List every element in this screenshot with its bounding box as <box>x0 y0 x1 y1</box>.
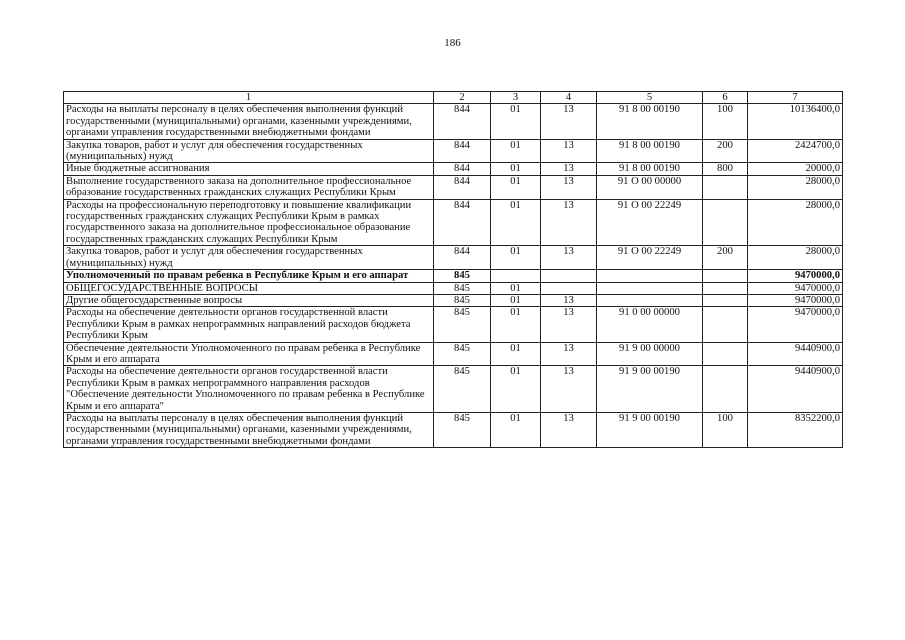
row-name-cell: ОБЩЕГОСУДАРСТВЕННЫЕ ВОПРОСЫ <box>64 282 434 294</box>
row-grbs-cell: 845 <box>434 270 491 282</box>
row-grbs-cell: 844 <box>434 175 491 199</box>
table-body <box>64 104 843 448</box>
row-sum-cell: 9470000,0 <box>748 270 843 282</box>
row-name-cell: Закупка товаров, работ и услуг для обеспечения государственных (муниципальных) нужд <box>64 246 434 270</box>
row-section-cell: 01 <box>491 307 541 342</box>
row-target-article-cell: 91 9 00 00190 <box>597 366 703 413</box>
row-grbs-cell: 845 <box>434 307 491 342</box>
row-sum-cell: 28000,0 <box>748 175 843 199</box>
row-target-article-cell: 91 О 00 00000 <box>597 175 703 199</box>
table-row <box>64 104 843 139</box>
row-section-cell: 01 <box>491 199 541 246</box>
header-col-1: 1 <box>64 92 434 104</box>
table-row <box>64 163 843 175</box>
row-section-cell: 01 <box>491 342 541 366</box>
row-expense-type-cell <box>703 307 748 342</box>
row-grbs-cell: 845 <box>434 366 491 413</box>
row-target-article-cell: 91 0 00 00000 <box>597 307 703 342</box>
row-sum-cell: 9470000,0 <box>748 307 843 342</box>
row-grbs-cell: 844 <box>434 199 491 246</box>
row-sum-cell: 20000,0 <box>748 163 843 175</box>
row-expense-type-cell <box>703 270 748 282</box>
table-row <box>64 139 843 163</box>
row-target-article-cell <box>597 294 703 306</box>
table-row <box>64 412 843 447</box>
row-grbs-cell: 845 <box>434 342 491 366</box>
row-target-article-cell: 91 О 00 22249 <box>597 199 703 246</box>
row-sum-cell: 8352200,0 <box>748 412 843 447</box>
row-subsection-cell: 13 <box>541 342 597 366</box>
row-section-cell: 01 <box>491 104 541 139</box>
header-col-3: 3 <box>491 92 541 104</box>
row-subsection-cell: 13 <box>541 199 597 246</box>
row-target-article-cell: 91 8 00 00190 <box>597 104 703 139</box>
page-number: 186 <box>444 37 461 49</box>
row-sum-cell: 2424700,0 <box>748 139 843 163</box>
row-target-article-cell: 91 8 00 00190 <box>597 163 703 175</box>
row-grbs-cell: 845 <box>434 282 491 294</box>
row-subsection-cell: 13 <box>541 246 597 270</box>
row-sum-cell: 9470000,0 <box>748 282 843 294</box>
row-target-article-cell: 91 О 00 22249 <box>597 246 703 270</box>
row-section-cell <box>491 270 541 282</box>
table-row <box>64 246 843 270</box>
row-subsection-cell: 13 <box>541 163 597 175</box>
row-target-article-cell <box>597 270 703 282</box>
header-col-4: 4 <box>541 92 597 104</box>
row-expense-type-cell: 100 <box>703 104 748 139</box>
row-section-cell: 01 <box>491 246 541 270</box>
table-row <box>64 199 843 246</box>
row-section-cell: 01 <box>491 412 541 447</box>
table-row <box>64 175 843 199</box>
table-row <box>64 366 843 413</box>
row-section-cell: 01 <box>491 175 541 199</box>
table-row <box>64 294 843 306</box>
row-name-cell: Иные бюджетные ассигнования <box>64 163 434 175</box>
row-name-cell: Закупка товаров, работ и услуг для обеспечения государственных (муниципальных) нужд <box>64 139 434 163</box>
row-section-cell: 01 <box>491 366 541 413</box>
row-expense-type-cell: 200 <box>703 246 748 270</box>
row-sum-cell: 9470000,0 <box>748 294 843 306</box>
row-name-cell: Обеспечение деятельности Уполномоченного по правам ребенка в Республике Крым и его аппарата <box>64 342 434 366</box>
row-subsection-cell: 13 <box>541 104 597 139</box>
table-row <box>64 342 843 366</box>
row-name-cell: Расходы на обеспечение деятельности органов государственной власти Республики Крым в рамках непрограммного направления расходов "Обеспечение деятельности Уполномоченного по правам ребенка в Республике Крым и его аппарата" <box>64 366 434 413</box>
row-target-article-cell: 91 9 00 00000 <box>597 342 703 366</box>
row-subsection-cell: 13 <box>541 139 597 163</box>
row-sum-cell: 28000,0 <box>748 246 843 270</box>
header-col-7: 7 <box>748 92 843 104</box>
table-header-row <box>64 92 843 104</box>
row-subsection-cell: 13 <box>541 412 597 447</box>
row-subsection-cell: 13 <box>541 307 597 342</box>
row-expense-type-cell <box>703 199 748 246</box>
row-grbs-cell: 844 <box>434 104 491 139</box>
row-sum-cell: 9440900,0 <box>748 342 843 366</box>
row-name-cell: Выполнение государственного заказа на дополнительное профессиональное образование государственных гражданских служащих Республики Крым <box>64 175 434 199</box>
row-expense-type-cell: 100 <box>703 412 748 447</box>
row-name-cell: Расходы на выплаты персоналу в целях обеспечения выполнения функций государственными (муниципальными) органами, казенными учреждениями, органами управления государственными внебюджетными фондами <box>64 412 434 447</box>
row-expense-type-cell: 200 <box>703 139 748 163</box>
row-subsection-cell: 13 <box>541 175 597 199</box>
row-grbs-cell: 845 <box>434 412 491 447</box>
row-target-article-cell: 91 9 00 00190 <box>597 412 703 447</box>
row-subsection-cell: 13 <box>541 294 597 306</box>
row-name-cell: Расходы на профессиональную переподготовку и повышение квалификации государственных гражданских служащих Республики Крым в рамках государственного заказа на дополнительное профессиональное образование государственных гражданских служащих Республики Крым <box>64 199 434 246</box>
row-expense-type-cell <box>703 342 748 366</box>
header-col-6: 6 <box>703 92 748 104</box>
row-section-cell: 01 <box>491 294 541 306</box>
row-name-cell: Расходы на выплаты персоналу в целях обеспечения выполнения функций государственными (муниципальными) органами, казенными учреждениями, органами управления государственными внебюджетными фондами <box>64 104 434 139</box>
header-col-5: 5 <box>597 92 703 104</box>
row-target-article-cell: 91 8 00 00190 <box>597 139 703 163</box>
row-grbs-cell: 844 <box>434 163 491 175</box>
row-grbs-cell: 845 <box>434 294 491 306</box>
row-grbs-cell: 844 <box>434 246 491 270</box>
row-sum-cell: 9440900,0 <box>748 366 843 413</box>
row-name-cell: Уполномоченный по правам ребенка в Республике Крым и его аппарат <box>64 270 434 282</box>
table-row <box>64 270 843 282</box>
row-name-cell: Другие общегосударственные вопросы <box>64 294 434 306</box>
table-row <box>64 307 843 342</box>
row-target-article-cell <box>597 282 703 294</box>
row-section-cell: 01 <box>491 163 541 175</box>
row-expense-type-cell <box>703 294 748 306</box>
row-sum-cell: 10136400,0 <box>748 104 843 139</box>
row-subsection-cell <box>541 282 597 294</box>
row-expense-type-cell <box>703 366 748 413</box>
row-section-cell: 01 <box>491 282 541 294</box>
row-grbs-cell: 844 <box>434 139 491 163</box>
row-expense-type-cell <box>703 282 748 294</box>
row-section-cell: 01 <box>491 139 541 163</box>
row-subsection-cell: 13 <box>541 366 597 413</box>
row-expense-type-cell <box>703 175 748 199</box>
header-col-2: 2 <box>434 92 491 104</box>
row-expense-type-cell: 800 <box>703 163 748 175</box>
row-name-cell: Расходы на обеспечение деятельности органов государственной власти Республики Крым в рамках непрограммных направлений расходов бюджета Республики Крым <box>64 307 434 342</box>
table-row <box>64 282 843 294</box>
row-subsection-cell <box>541 270 597 282</box>
budget-table <box>63 91 843 448</box>
row-sum-cell: 28000,0 <box>748 199 843 246</box>
